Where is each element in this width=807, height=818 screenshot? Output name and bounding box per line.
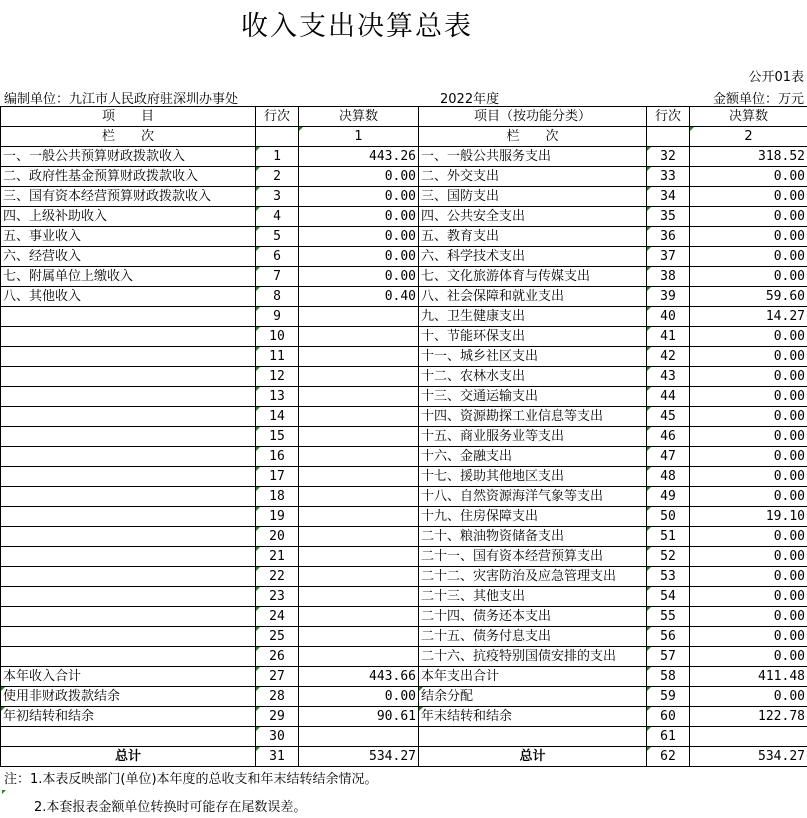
expense-item-label[interactable]: 二十、粮油物资储备支出 bbox=[419, 527, 647, 547]
expense-amount[interactable]: 0.00 bbox=[690, 187, 807, 207]
expense-line-number[interactable]: 48 bbox=[647, 467, 690, 487]
table-row bbox=[1, 307, 807, 327]
income-item-label[interactable]: 一、一般公共预算财政拨款收入 bbox=[1, 147, 256, 167]
expense-amount[interactable]: 0.00 bbox=[690, 387, 807, 407]
income-item-label[interactable] bbox=[1, 507, 256, 527]
income-item-label[interactable] bbox=[1, 447, 256, 467]
table-row bbox=[1, 287, 807, 307]
income-amount[interactable] bbox=[299, 447, 419, 467]
income-item-label[interactable] bbox=[1, 567, 256, 587]
income-item-label[interactable] bbox=[1, 387, 256, 407]
grand-total-left-line[interactable]: 31 bbox=[256, 747, 299, 767]
income-line-number[interactable]: 23 bbox=[256, 587, 299, 607]
expense-amount[interactable]: 0.00 bbox=[690, 467, 807, 487]
table-row bbox=[1, 267, 807, 287]
income-amount[interactable] bbox=[299, 327, 419, 347]
opening-balance-amount[interactable]: 90.61 bbox=[299, 707, 419, 727]
table-row bbox=[1, 567, 807, 587]
expense-line-number[interactable]: 54 bbox=[647, 587, 690, 607]
expense-amount[interactable]: 0.00 bbox=[690, 627, 807, 647]
expense-line-number[interactable]: 50 bbox=[647, 507, 690, 527]
expense-amount[interactable]: 19.10 bbox=[690, 507, 807, 527]
column-index-right: 2 bbox=[690, 127, 807, 147]
column-index-right-line bbox=[647, 127, 690, 147]
expense-item-label[interactable]: 二十三、其他支出 bbox=[419, 587, 647, 607]
income-line-number[interactable]: 6 bbox=[256, 247, 299, 267]
expense-amount[interactable]: 0.00 bbox=[690, 347, 807, 367]
table-row bbox=[1, 327, 807, 347]
income-item-label[interactable] bbox=[1, 427, 256, 447]
form-code: 公开01表 bbox=[748, 70, 804, 85]
column-index-left-line bbox=[256, 127, 299, 147]
income-item-label[interactable] bbox=[1, 587, 256, 607]
expense-item-label[interactable]: 十五、商业服务业等支出 bbox=[419, 427, 647, 447]
expense-item-label[interactable]: 一、一般公共服务支出 bbox=[419, 147, 647, 167]
expense-line-number[interactable]: 44 bbox=[647, 387, 690, 407]
income-line-number[interactable]: 22 bbox=[256, 567, 299, 587]
expense-amount[interactable]: 0.00 bbox=[690, 427, 807, 447]
income-amount[interactable]: 0.40 bbox=[299, 287, 419, 307]
income-amount[interactable] bbox=[299, 307, 419, 327]
expense-line-number[interactable]: 51 bbox=[647, 527, 690, 547]
table-row bbox=[1, 647, 807, 667]
income-line-number[interactable]: 24 bbox=[256, 607, 299, 627]
expense-line-number[interactable]: 32 bbox=[647, 147, 690, 167]
expense-line-number[interactable]: 38 bbox=[647, 267, 690, 287]
blank-left-label[interactable] bbox=[1, 727, 256, 747]
report-title: 收入支出决算总表 bbox=[241, 11, 473, 42]
column-index-left: 1 bbox=[299, 127, 419, 147]
grand-total-row bbox=[1, 747, 807, 767]
expense-line-number[interactable]: 45 bbox=[647, 407, 690, 427]
income-item-label[interactable] bbox=[1, 547, 256, 567]
table-row bbox=[1, 427, 807, 447]
expense-item-label[interactable]: 十三、交通运输支出 bbox=[419, 387, 647, 407]
table-row bbox=[1, 247, 807, 267]
income-item-label[interactable] bbox=[1, 627, 256, 647]
closing-balance-label[interactable]: 年末结转和结余 bbox=[419, 707, 647, 727]
fiscal-year: 2022年度 bbox=[440, 92, 500, 107]
income-amount[interactable] bbox=[299, 467, 419, 487]
income-line-number[interactable]: 15 bbox=[256, 427, 299, 447]
header-right-item: 项目（按功能分类） bbox=[419, 107, 647, 127]
table-row bbox=[1, 167, 807, 187]
expense-amount[interactable]: 0.00 bbox=[690, 447, 807, 467]
expense-item-label[interactable]: 二十五、债务付息支出 bbox=[419, 627, 647, 647]
income-item-label[interactable]: 五、事业收入 bbox=[1, 227, 256, 247]
income-item-label[interactable] bbox=[1, 347, 256, 367]
income-item-label[interactable] bbox=[1, 327, 256, 347]
expense-amount[interactable]: 0.00 bbox=[690, 167, 807, 187]
income-amount[interactable]: 0.00 bbox=[299, 167, 419, 187]
expense-line-number[interactable]: 49 bbox=[647, 487, 690, 507]
expense-item-label[interactable]: 二十二、灾害防治及应急管理支出 bbox=[419, 567, 647, 587]
income-amount[interactable]: 0.00 bbox=[299, 187, 419, 207]
income-amount[interactable] bbox=[299, 647, 419, 667]
expense-item-label[interactable]: 八、社会保障和就业支出 bbox=[419, 287, 647, 307]
footnote-1: 注：1.本表反映部门(单位)本年度的总收支和年末结转结余情况。 bbox=[4, 772, 378, 787]
income-line-number[interactable]: 9 bbox=[256, 307, 299, 327]
expense-item-label[interactable]: 三、国防支出 bbox=[419, 187, 647, 207]
table-row bbox=[1, 147, 807, 167]
income-amount[interactable] bbox=[299, 547, 419, 567]
income-amount[interactable]: 0.00 bbox=[299, 227, 419, 247]
expense-line-number[interactable]: 41 bbox=[647, 327, 690, 347]
footnote-2: 2.本套报表金额单位转换时可能存在尾数误差。 bbox=[34, 800, 307, 815]
grand-total-right-label[interactable]: 总计 bbox=[419, 747, 647, 767]
header-left-item: 项 目 bbox=[1, 107, 256, 127]
expense-item-label[interactable]: 五、教育支出 bbox=[419, 227, 647, 247]
expense-item-label[interactable]: 六、科学技术支出 bbox=[419, 247, 647, 267]
expense-line-number[interactable]: 40 bbox=[647, 307, 690, 327]
income-amount[interactable]: 0.00 bbox=[299, 207, 419, 227]
income-item-label[interactable]: 四、上级补助收入 bbox=[1, 207, 256, 227]
expense-amount[interactable]: 14.27 bbox=[690, 307, 807, 327]
table-row bbox=[1, 367, 807, 387]
table-row bbox=[1, 447, 807, 467]
income-amount[interactable] bbox=[299, 587, 419, 607]
table-row bbox=[1, 387, 807, 407]
income-amount[interactable] bbox=[299, 507, 419, 527]
nonfiscal-balance-line[interactable]: 28 bbox=[256, 687, 299, 707]
income-line-number[interactable]: 3 bbox=[256, 187, 299, 207]
grand-total-left-label[interactable]: 总计 bbox=[1, 747, 256, 767]
blank-right-line[interactable]: 61 bbox=[647, 727, 690, 747]
column-index-left-label: 栏 次 bbox=[1, 127, 256, 147]
income-amount[interactable] bbox=[299, 567, 419, 587]
grand-total-right-amount[interactable]: 534.27 bbox=[690, 747, 807, 767]
income-line-number[interactable]: 11 bbox=[256, 347, 299, 367]
table-row bbox=[1, 607, 807, 627]
income-amount[interactable] bbox=[299, 627, 419, 647]
income-amount[interactable] bbox=[299, 527, 419, 547]
surplus-distribution-line[interactable]: 59 bbox=[647, 687, 690, 707]
expense-line-number[interactable]: 39 bbox=[647, 287, 690, 307]
header-left-line: 行次 bbox=[256, 107, 299, 127]
income-amount[interactable]: 0.00 bbox=[299, 267, 419, 287]
expense-item-label[interactable]: 二十六、抗疫特别国债安排的支出 bbox=[419, 647, 647, 667]
table-row bbox=[1, 347, 807, 367]
expense-line-number[interactable]: 33 bbox=[647, 167, 690, 187]
table-row bbox=[1, 187, 807, 207]
table-row bbox=[1, 467, 807, 487]
table-row bbox=[1, 527, 807, 547]
income-line-number[interactable]: 12 bbox=[256, 367, 299, 387]
report-meta bbox=[0, 86, 807, 106]
expense-line-number[interactable]: 55 bbox=[647, 607, 690, 627]
income-amount[interactable] bbox=[299, 407, 419, 427]
income-line-number[interactable]: 8 bbox=[256, 287, 299, 307]
header-row bbox=[1, 107, 807, 127]
expense-amount[interactable]: 0.00 bbox=[690, 547, 807, 567]
income-amount[interactable] bbox=[299, 427, 419, 447]
expense-amount[interactable]: 318.52 bbox=[690, 147, 807, 167]
expense-amount[interactable]: 0.00 bbox=[690, 407, 807, 427]
table-row bbox=[1, 487, 807, 507]
expense-line-number[interactable]: 36 bbox=[647, 227, 690, 247]
expense-line-number[interactable]: 56 bbox=[647, 627, 690, 647]
nonfiscal-balance-label[interactable]: 使用非财政拨款结余 bbox=[1, 687, 256, 707]
expense-item-label[interactable]: 十六、金融支出 bbox=[419, 447, 647, 467]
expense-amount[interactable]: 0.00 bbox=[690, 207, 807, 227]
income-item-label[interactable]: 二、政府性基金预算财政拨款收入 bbox=[1, 167, 256, 187]
expense-amount[interactable]: 0.00 bbox=[690, 647, 807, 667]
expense-item-label[interactable]: 十二、农林水支出 bbox=[419, 367, 647, 387]
table-row bbox=[1, 407, 807, 427]
income-line-number[interactable]: 19 bbox=[256, 507, 299, 527]
income-line-number[interactable]: 20 bbox=[256, 527, 299, 547]
income-amount[interactable] bbox=[299, 347, 419, 367]
expense-amount[interactable]: 0.00 bbox=[690, 567, 807, 587]
income-line-number[interactable]: 7 bbox=[256, 267, 299, 287]
blank-right-label[interactable] bbox=[419, 727, 647, 747]
nonfiscal-balance-amount[interactable]: 0.00 bbox=[299, 687, 419, 707]
expense-item-label[interactable]: 九、卫生健康支出 bbox=[419, 307, 647, 327]
expense-line-number[interactable]: 35 bbox=[647, 207, 690, 227]
income-line-number[interactable]: 16 bbox=[256, 447, 299, 467]
table-row bbox=[1, 227, 807, 247]
column-index-row bbox=[1, 127, 807, 147]
header-right-line: 行次 bbox=[647, 107, 690, 127]
income-line-number[interactable]: 13 bbox=[256, 387, 299, 407]
expense-amount[interactable]: 0.00 bbox=[690, 267, 807, 287]
expense-total-label[interactable]: 本年支出合计 bbox=[419, 667, 647, 687]
currency-unit: 金额单位：万元 bbox=[712, 92, 804, 107]
income-line-number[interactable]: 25 bbox=[256, 627, 299, 647]
table-row bbox=[1, 507, 807, 527]
income-item-label[interactable] bbox=[1, 367, 256, 387]
income-item-label[interactable]: 六、经营收入 bbox=[1, 247, 256, 267]
expense-line-number[interactable]: 42 bbox=[647, 347, 690, 367]
income-amount[interactable]: 0.00 bbox=[299, 247, 419, 267]
surplus-distribution-label[interactable]: 结余分配 bbox=[419, 687, 647, 707]
income-expense-table bbox=[0, 106, 807, 767]
income-item-label[interactable]: 七、附属单位上缴收入 bbox=[1, 267, 256, 287]
expense-item-label[interactable]: 四、公共安全支出 bbox=[419, 207, 647, 227]
column-index-right-label: 栏 次 bbox=[419, 127, 647, 147]
table-row bbox=[1, 547, 807, 567]
income-amount[interactable] bbox=[299, 487, 419, 507]
expense-total-line[interactable]: 58 bbox=[647, 667, 690, 687]
expense-amount[interactable]: 0.00 bbox=[690, 247, 807, 267]
expense-amount[interactable]: 0.00 bbox=[690, 227, 807, 247]
expense-item-label[interactable]: 十一、城乡社区支出 bbox=[419, 347, 647, 367]
header-left-amount: 决算数 bbox=[299, 107, 419, 127]
income-line-number[interactable]: 26 bbox=[256, 647, 299, 667]
income-amount[interactable] bbox=[299, 387, 419, 407]
income-total-line[interactable]: 27 bbox=[256, 667, 299, 687]
blank-right-amount[interactable] bbox=[690, 727, 807, 747]
income-amount[interactable] bbox=[299, 607, 419, 627]
expense-amount[interactable]: 59.60 bbox=[690, 287, 807, 307]
reporting-unit: 编制单位：九江市人民政府驻深圳办事处 bbox=[4, 92, 239, 107]
blank-left-line[interactable]: 30 bbox=[256, 727, 299, 747]
expense-amount[interactable]: 0.00 bbox=[690, 607, 807, 627]
income-item-label[interactable]: 八、其他收入 bbox=[1, 287, 256, 307]
summary-row-totals bbox=[1, 667, 807, 687]
grand-total-left-amount[interactable]: 534.27 bbox=[299, 747, 419, 767]
expense-item-label[interactable]: 二十四、债务还本支出 bbox=[419, 607, 647, 627]
income-line-number[interactable]: 5 bbox=[256, 227, 299, 247]
income-line-number[interactable]: 4 bbox=[256, 207, 299, 227]
grand-total-right-line[interactable]: 62 bbox=[647, 747, 690, 767]
summary-row-balance bbox=[1, 687, 807, 707]
income-item-label[interactable] bbox=[1, 607, 256, 627]
income-line-number[interactable]: 14 bbox=[256, 407, 299, 427]
expense-amount[interactable]: 0.00 bbox=[690, 527, 807, 547]
expense-line-number[interactable]: 47 bbox=[647, 447, 690, 467]
expense-line-number[interactable]: 57 bbox=[647, 647, 690, 667]
summary-row-carryover bbox=[1, 707, 807, 727]
expense-total-amount[interactable]: 411.48 bbox=[690, 667, 807, 687]
income-line-number[interactable]: 21 bbox=[256, 547, 299, 567]
income-amount[interactable] bbox=[299, 367, 419, 387]
summary-row-blank bbox=[1, 727, 807, 747]
surplus-distribution-amount[interactable]: 0.00 bbox=[690, 687, 807, 707]
expense-line-number[interactable]: 43 bbox=[647, 367, 690, 387]
closing-balance-line[interactable]: 60 bbox=[647, 707, 690, 727]
table-row bbox=[1, 587, 807, 607]
income-line-number[interactable]: 1 bbox=[256, 147, 299, 167]
expense-amount[interactable]: 0.00 bbox=[690, 587, 807, 607]
blank-left-amount[interactable] bbox=[299, 727, 419, 747]
expense-line-number[interactable]: 34 bbox=[647, 187, 690, 207]
expense-item-label[interactable]: 十四、资源勘探工业信息等支出 bbox=[419, 407, 647, 427]
income-line-number[interactable]: 10 bbox=[256, 327, 299, 347]
income-line-number[interactable]: 2 bbox=[256, 167, 299, 187]
table-row bbox=[1, 627, 807, 647]
income-item-label[interactable] bbox=[1, 467, 256, 487]
income-item-label[interactable] bbox=[1, 487, 256, 507]
expense-item-label[interactable]: 二十一、国有资本经营预算支出 bbox=[419, 547, 647, 567]
opening-balance-line[interactable]: 29 bbox=[256, 707, 299, 727]
income-total-amount[interactable]: 443.66 bbox=[299, 667, 419, 687]
opening-balance-label[interactable]: 年初结转和结余 bbox=[1, 707, 256, 727]
income-total-label[interactable]: 本年收入合计 bbox=[1, 667, 256, 687]
expense-item-label[interactable]: 二、外交支出 bbox=[419, 167, 647, 187]
income-line-number[interactable]: 18 bbox=[256, 487, 299, 507]
table-row bbox=[1, 207, 807, 227]
expense-item-label[interactable]: 十九、住房保障支出 bbox=[419, 507, 647, 527]
expense-amount[interactable]: 0.00 bbox=[690, 367, 807, 387]
expense-line-number[interactable]: 53 bbox=[647, 567, 690, 587]
expense-line-number[interactable]: 37 bbox=[647, 247, 690, 267]
income-item-label[interactable]: 三、国有资本经营预算财政拨款收入 bbox=[1, 187, 256, 207]
income-item-label[interactable] bbox=[1, 307, 256, 327]
cell-comment-marker bbox=[2, 790, 6, 794]
expense-item-label[interactable]: 七、文化旅游体育与传媒支出 bbox=[419, 267, 647, 287]
expense-item-label[interactable]: 十八、自然资源海洋气象等支出 bbox=[419, 487, 647, 507]
expense-amount[interactable]: 0.00 bbox=[690, 327, 807, 347]
expense-line-number[interactable]: 52 bbox=[647, 547, 690, 567]
expense-item-label[interactable]: 十七、援助其他地区支出 bbox=[419, 467, 647, 487]
expense-amount[interactable]: 0.00 bbox=[690, 487, 807, 507]
income-line-number[interactable]: 17 bbox=[256, 467, 299, 487]
header-right-amount: 决算数 bbox=[690, 107, 807, 127]
income-item-label[interactable] bbox=[1, 527, 256, 547]
expense-item-label[interactable]: 十、节能环保支出 bbox=[419, 327, 647, 347]
expense-line-number[interactable]: 46 bbox=[647, 427, 690, 447]
income-item-label[interactable] bbox=[1, 647, 256, 667]
income-amount[interactable]: 443.26 bbox=[299, 147, 419, 167]
closing-balance-amount[interactable]: 122.78 bbox=[690, 707, 807, 727]
income-item-label[interactable] bbox=[1, 407, 256, 427]
